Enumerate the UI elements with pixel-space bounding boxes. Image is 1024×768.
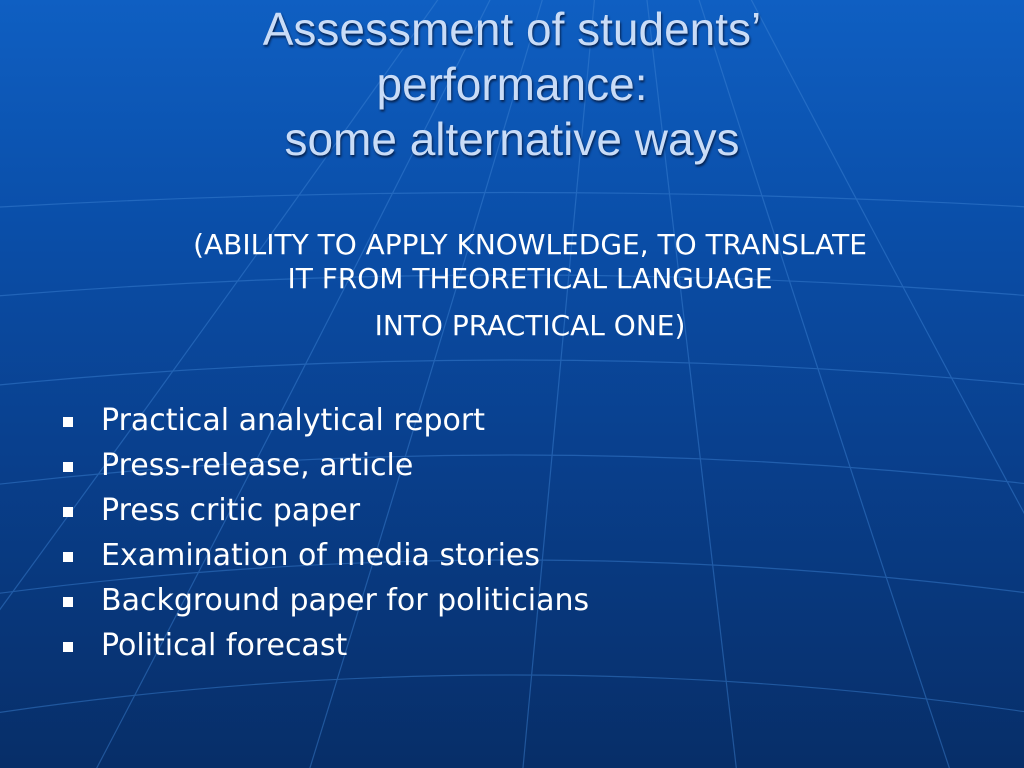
square-bullet-icon bbox=[63, 417, 73, 427]
slide-title-line-1: Assessment of students’ bbox=[262, 3, 762, 55]
subtitle-line-1: (ABILITY TO APPLY KNOWLEDGE, TO TRANSLATE bbox=[193, 228, 867, 261]
subtitle-line-2: IT FROM THEORETICAL LANGUAGE bbox=[287, 261, 773, 295]
bullet-text: Practical analytical report bbox=[101, 403, 485, 438]
bullet-text: Press-release, article bbox=[101, 448, 414, 483]
bullet-text: Background paper for politicians bbox=[101, 583, 590, 618]
bullet-text: Examination of media stories bbox=[101, 538, 540, 573]
slide-subtitle bbox=[100, 228, 960, 347]
square-bullet-icon bbox=[63, 642, 73, 652]
slide-title bbox=[0, 2, 1024, 168]
slide-title-line-3: some alternative ways bbox=[284, 113, 740, 166]
square-bullet-icon bbox=[63, 507, 73, 517]
slide-title-line-2: performance: bbox=[376, 58, 648, 111]
square-bullet-icon bbox=[63, 552, 73, 562]
square-bullet-icon bbox=[63, 462, 73, 472]
bullet-text: Press critic paper bbox=[101, 493, 361, 528]
square-bullet-icon bbox=[63, 597, 73, 607]
bullet-text: Political forecast bbox=[101, 628, 348, 663]
subtitle-line-3: INTO PRACTICAL ONE) bbox=[374, 309, 686, 343]
